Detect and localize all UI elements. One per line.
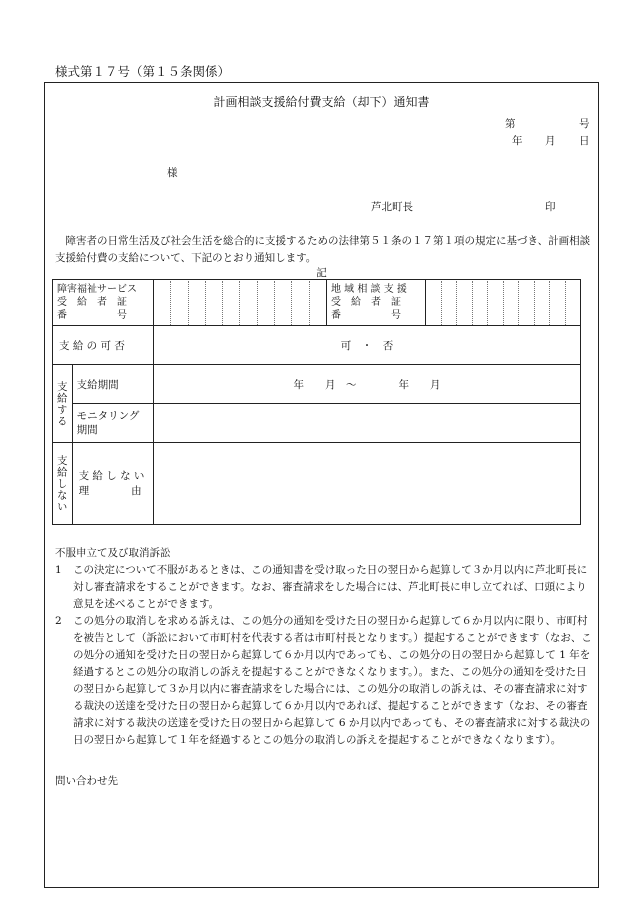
addressee-suffix: 様 — [167, 167, 178, 179]
date-month: 月 — [545, 135, 556, 147]
cert-number-right[interactable] — [426, 280, 581, 326]
note-item — [55, 613, 593, 749]
notes-heading: 不服申立て及び取消訴訟 — [55, 547, 171, 559]
intro-text: 障害者の日常生活及び社会生活を総合的に支援するための法律第５１条の１７第１項の規定に基づき、計画相談支援給付費の支給について、下記のとおり通知します。 — [55, 235, 591, 264]
decision-table — [52, 279, 581, 525]
cert-number-left[interactable] — [154, 280, 327, 326]
ki-heading: 記 — [316, 267, 327, 279]
note-item — [55, 562, 593, 613]
provide-group-label: 支給する — [53, 365, 73, 443]
monitoring-value[interactable] — [154, 404, 581, 443]
appeal-notes — [55, 545, 593, 749]
period-label: 支給期間 — [72, 365, 153, 404]
note-number: 1 — [55, 564, 62, 576]
approval-label: 支 給 の 可 否 — [53, 326, 154, 365]
not-provide-group-label: 支給しない — [53, 443, 73, 525]
number-prefix: 第 — [505, 118, 516, 130]
form-number: 様式第１７号（第１５条関係） — [55, 64, 231, 79]
cert-label-right: 地 域 相 談 支 援 受 給 者 証 番 号 — [327, 280, 426, 326]
period-value[interactable]: 年 月 ～ 年 月 — [154, 365, 581, 404]
notice-document — [44, 82, 599, 888]
contact-label: 問い合わせ先 — [55, 775, 118, 787]
issuer: 芦北町長 — [371, 201, 413, 213]
note-text: この決定について不服があるときは、この通知書を受け取った日の翌日から起算して３か月以内に芦北町長に対し審査請求をすることができます。なお、審査請求をした場合には、芦北町長に申し立てれば、口頭により意見を述べることができます。 — [73, 564, 588, 610]
note-text: この処分の取消しを求める訴えは、この処分の通知を受けた日の翌日から起算して６か月以内に限り、市町村を被告として（訴訟において市町村を代表する者は市町村長となります。）提起することができます（なお、この処分の通知を受けた日の翌日から起算して６か月以内であっても、この処分の日の翌日から起算して 1 年を経過するとこの処分の取消しの訴えを提起することができなくなります。）。また、この処分の通知を受けた日の翌日から起算して３か月以内に審査請求をした場合には、この処分の取消しの訴えは、その審査請求に対する裁決の送達を受けた日の翌日から起算して６か月以内であれば、提起することができます（なお、その審査請求に対する裁決の送達を受けた日の翌日から起算して 6 か月以内であっても、その審査請求に対する裁決の日の翌日から起算して１年を経過するとこの処分の取消しの訴えを提起することができなくなります）。 — [73, 615, 592, 746]
reason-value[interactable] — [154, 443, 581, 525]
document-title: 計画相談支援給付費支給（却下）通知書 — [213, 95, 430, 109]
monitoring-label: モニタリング 期間 — [72, 404, 153, 443]
note-number: 2 — [55, 615, 62, 627]
date-year: 年 — [512, 135, 523, 147]
number-suffix: 号 — [579, 118, 590, 130]
reason-label: 支 給 し な い 理 由 — [72, 443, 153, 525]
date-day: 日 — [579, 135, 590, 147]
approval-value[interactable]: 可 ・ 否 — [154, 326, 581, 365]
seal-mark: 印 — [545, 201, 556, 213]
cert-label-left: 障害福祉サービス 受 給 者 証 番 号 — [53, 280, 154, 326]
